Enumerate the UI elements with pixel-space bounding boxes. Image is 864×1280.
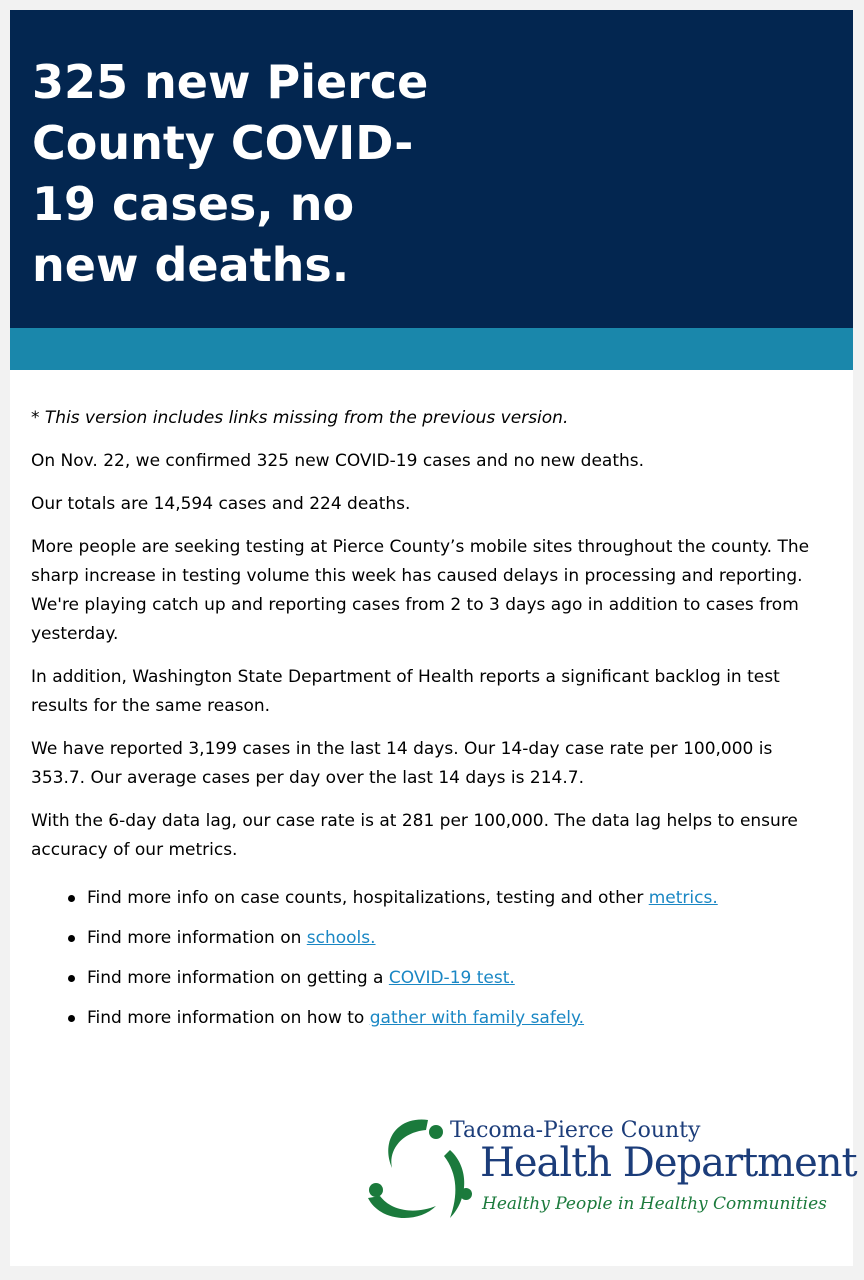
header-banner <box>10 10 853 328</box>
paragraph-backlog: In addition, Washington State Department of Health reports a significant backlog in test results for the same reason. <box>31 667 780 716</box>
paragraph-14-day: We have reported 3,199 cases in the last 14 days. Our 14-day case rate per 100,000 is 353.7. Our average cases per day over the last 14 days is 214.7. <box>31 739 773 788</box>
health-department-logo <box>358 1110 857 1230</box>
logo-line-1: Tacoma-Pierce County <box>450 1118 701 1143</box>
list-item-text: Find more information on how to <box>87 1008 370 1028</box>
version-note <box>31 404 831 433</box>
schools-link[interactable]: schools. <box>306 928 376 948</box>
bullet-icon <box>68 1015 75 1022</box>
paragraph-totals: Our totals are 14,594 cases and 224 deaths. <box>31 494 411 514</box>
paragraph-data-lag: With the 6-day data lag, our case rate is at 281 per 100,000. The data lag helps to ensure accuracy of our metrics. <box>31 811 798 860</box>
metrics-link[interactable]: metrics. <box>648 888 718 908</box>
list-item-text: Find more information on <box>87 928 307 948</box>
list-item-text: Find more info on case counts, hospitalizations, testing and other <box>87 888 649 908</box>
info-links-list <box>31 883 831 1033</box>
email-card <box>10 10 857 1266</box>
list-item <box>87 963 831 993</box>
gather-safely-link[interactable]: gather with family safely. <box>369 1008 585 1028</box>
bullet-icon <box>68 935 75 942</box>
list-item <box>87 1003 831 1033</box>
accent-bar <box>10 328 853 370</box>
list-item <box>87 923 831 953</box>
list-item <box>87 883 831 913</box>
headline: 325 new Pierce County COVID-19 cases, no new deaths. <box>32 55 429 292</box>
note-asterisk: * <box>31 408 40 428</box>
list-item-text: Find more information on getting a <box>87 968 389 988</box>
paragraph-testing: More people are seeking testing at Pierce County’s mobile sites throughout the county. The sharp increase in testing volume this week has caused delays in processing and reporting. We're playing catch up and reporting cases from 2 to 3 days ago in addition to cases from yesterday. <box>31 537 810 644</box>
bullet-icon <box>68 895 75 902</box>
content-body <box>10 370 853 1033</box>
note-text: This version includes links missing from the previous version. <box>39 408 569 428</box>
paragraph-daily-cases: On Nov. 22, we confirmed 325 new COVID-19 cases and no new deaths. <box>31 451 645 471</box>
covid-test-link[interactable]: COVID-19 test. <box>388 968 515 988</box>
bullet-icon <box>68 975 75 982</box>
logo-tagline: Healthy People in Healthy Communities <box>482 1194 827 1214</box>
logo-line-2: Health Department <box>480 1140 857 1186</box>
